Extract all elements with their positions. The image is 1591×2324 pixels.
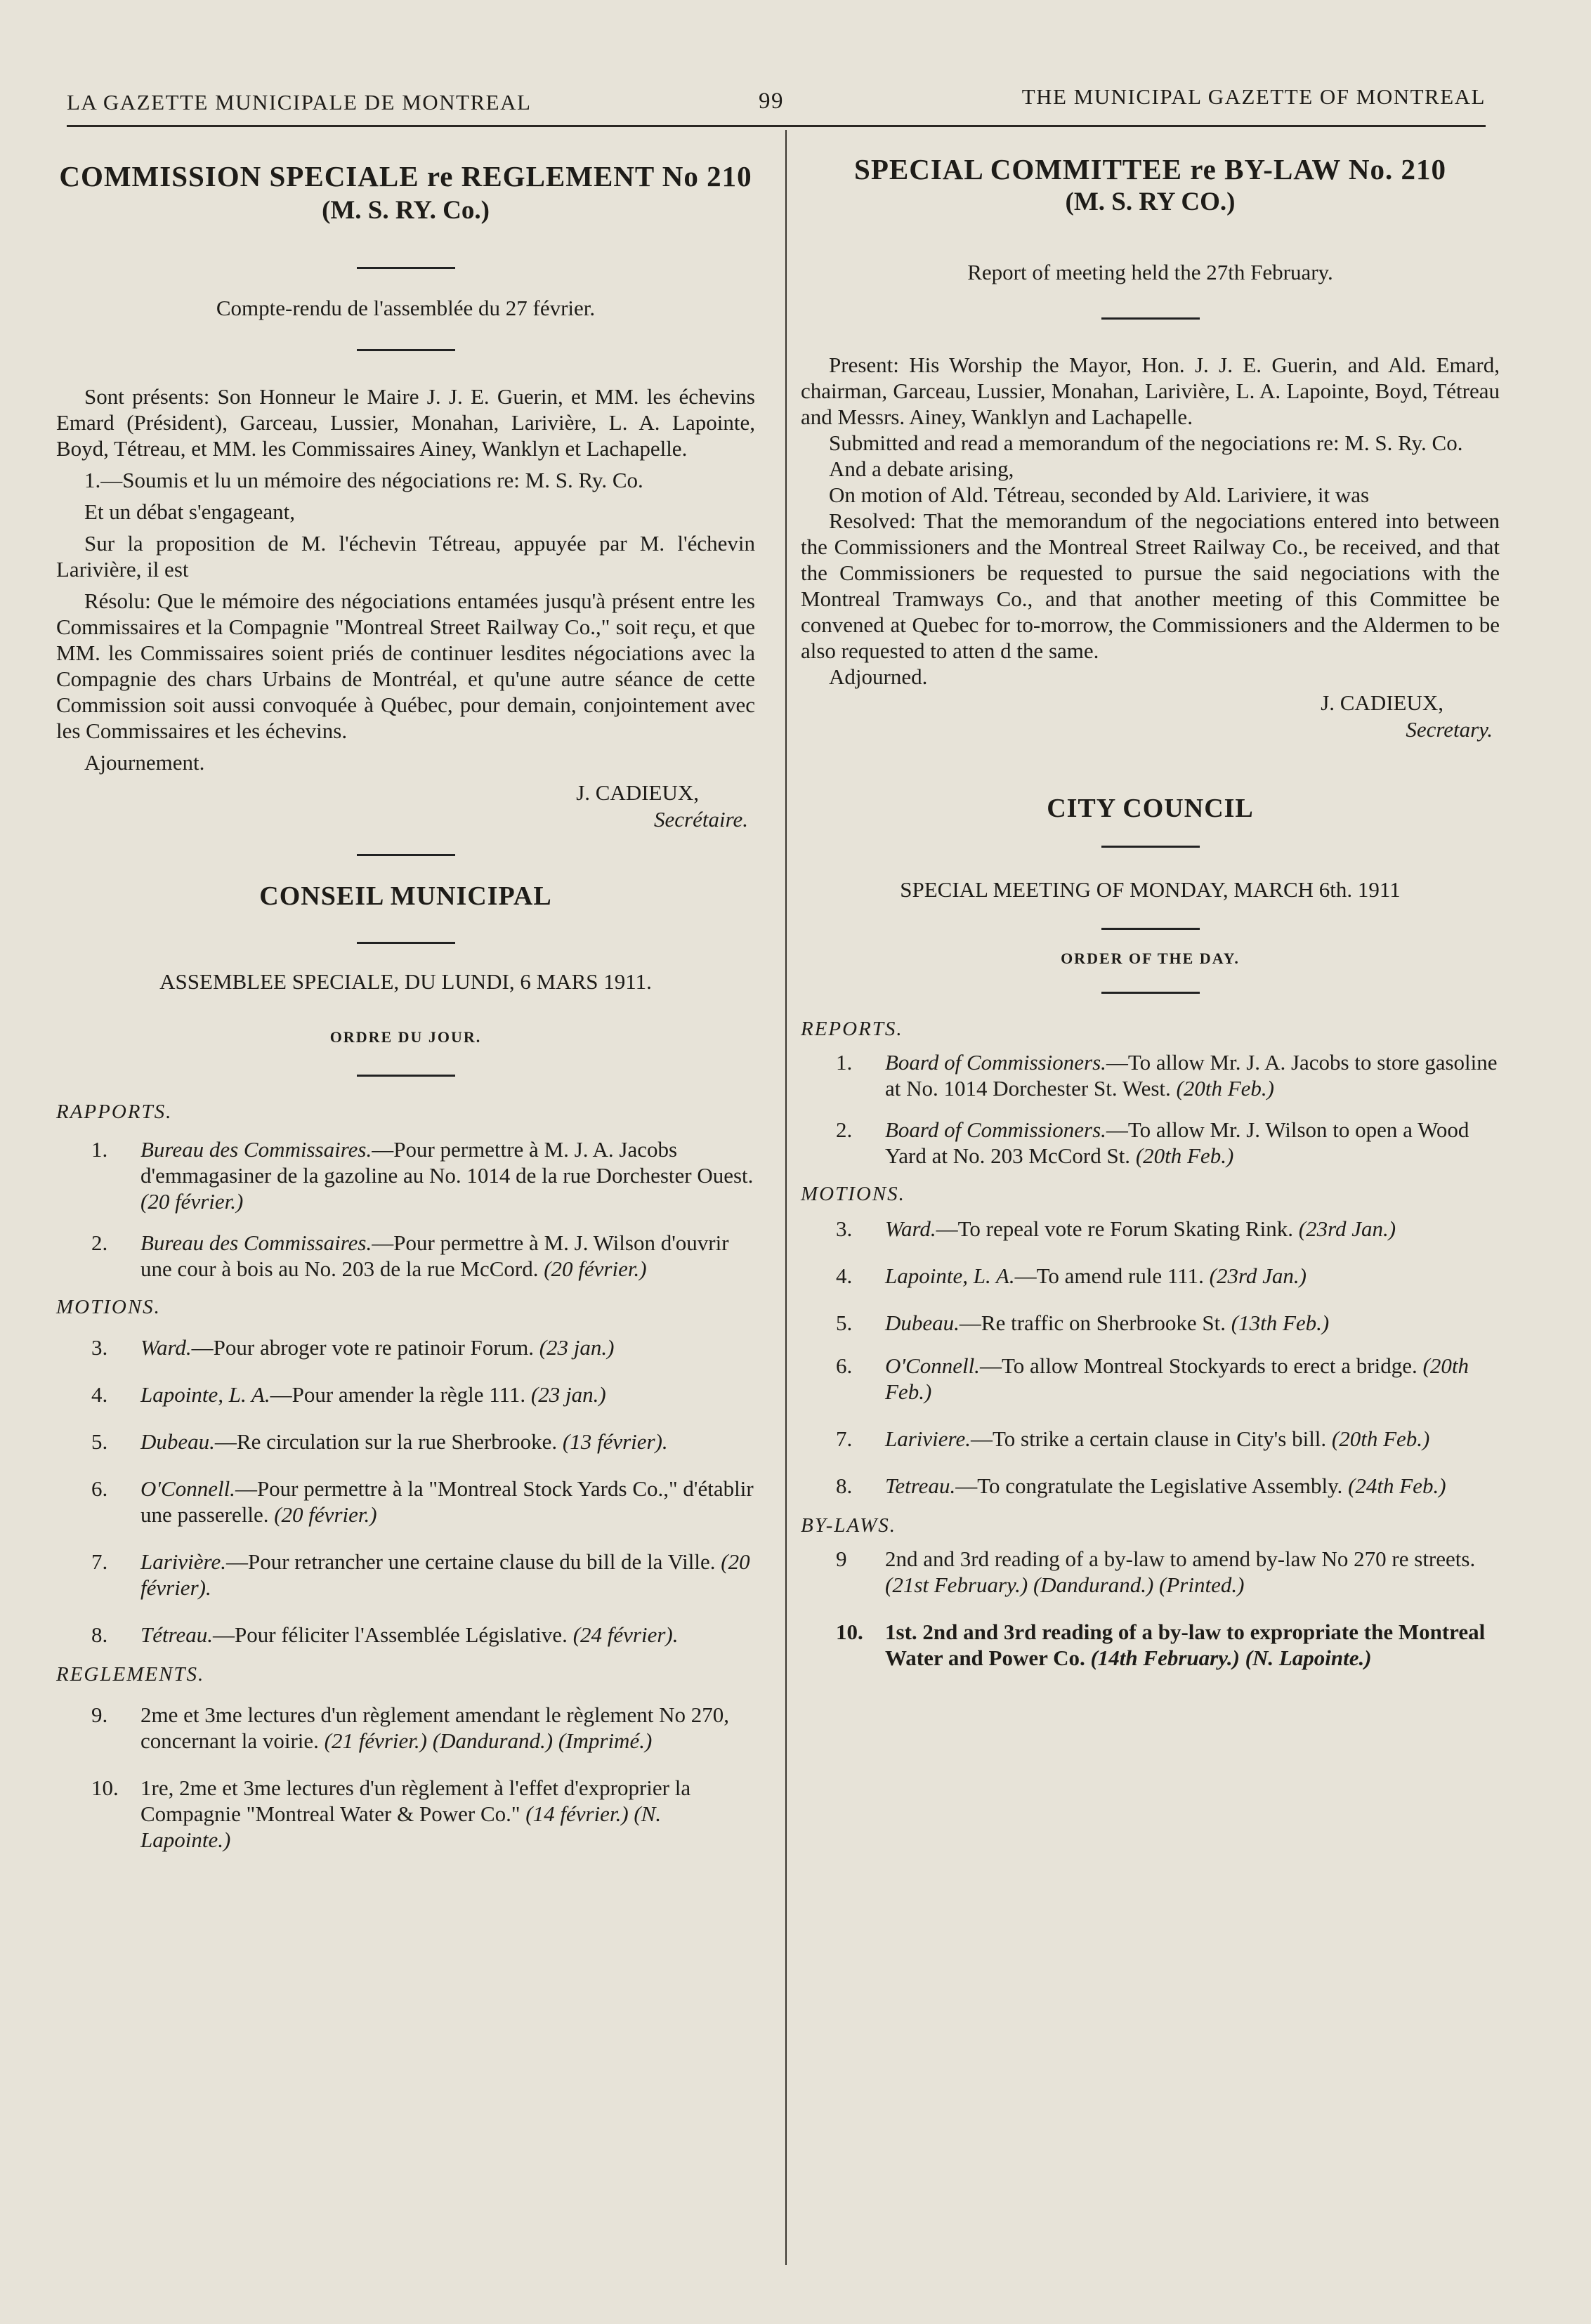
item-date: (20th Feb.): [1331, 1426, 1430, 1451]
item-date: (24th Feb.): [1348, 1473, 1446, 1498]
french-group-heading: REGLEMENTS.: [56, 1663, 205, 1686]
signature-role: Secrétaire.: [654, 807, 748, 832]
header-english-title: THE MUNICIPAL GAZETTE OF MONTREAL: [1021, 84, 1486, 109]
item-text: —Pour permettre à la "Montreal Stock Yards Co.," d'établir une passerelle.: [140, 1476, 754, 1527]
item-text: 1re, 2me et 3me lectures d'un règlement à l'effet d'exproprier la Compagnie "Montreal Water & Power Co.": [140, 1775, 691, 1826]
agenda-item: [801, 1426, 1500, 1452]
item-number: 7.: [91, 1549, 108, 1574]
item-date: (21 février.) (Dandurand.) (Imprimé.): [324, 1728, 653, 1753]
column-divider: [785, 130, 787, 2265]
item-text: —To amend rule 111.: [1014, 1263, 1204, 1288]
item-date: (14 février.) (N. Lapointe.): [140, 1801, 662, 1852]
item-text: —Pour permettre à M. J. A. Jacobs d'emmagasiner de la gazoline au No. 1014 de la rue Dorchester Ouest.: [140, 1137, 754, 1188]
item-text: —Pour retrancher une certaine clause du bill de la Ville.: [225, 1549, 716, 1574]
item-text: —To allow Mr. J. A. Jacobs to store gasoline at No. 1014 Dorchester St. West.: [885, 1050, 1498, 1101]
english-committee-section: [801, 153, 1500, 743]
item-author: Lariviere.: [885, 1426, 971, 1451]
divider-rule: [357, 942, 455, 944]
french-submitted: 1.—Soumis et lu un mémoire des négociations re: M. S. Ry. Co.: [84, 468, 643, 492]
item-text: —Re traffic on Sherbrooke St.: [959, 1311, 1226, 1335]
item-text: —Pour permettre à M. J. Wilson d'ouvrir une cour à bois au No. 203 de la rue McCord.: [140, 1230, 729, 1281]
english-meeting-line: SPECIAL MEETING OF MONDAY, MARCH 6th. 1911: [900, 877, 1401, 902]
agenda-item: [56, 1334, 755, 1360]
item-author: Bureau des Commissaires.: [140, 1137, 372, 1162]
english-resolved: Resolved: That the memorandum of the negociations entered into between the Commissioners and the Montreal Street Railway Co., be received, and that the Commissioners be requested to pursue the said negociations with the Montreal Tramways Co., and that another meeting of this Committee be convened at Quebec for to-morrow, the Commissioners and the Aldermen to be also requested to atten d the same.: [801, 508, 1500, 663]
english-debate: And a debate arising,: [829, 457, 1014, 481]
signature-name: J. CADIEUX,: [1321, 690, 1443, 715]
english-agenda: [801, 1018, 1500, 1671]
item-text: 1st. 2nd and 3rd reading of a by-law to expropriate the Montreal Water and Power Co.: [885, 1620, 1486, 1670]
item-author: O'Connell.: [885, 1353, 980, 1378]
item-date: (20 février).: [140, 1549, 750, 1600]
item-author: Dubeau.: [885, 1311, 960, 1335]
item-number: 6.: [91, 1476, 108, 1501]
item-number: 1.: [836, 1050, 853, 1075]
item-number: 10.: [836, 1620, 863, 1644]
agenda-item: [56, 1381, 755, 1407]
item-author: Bureau des Commissaires.: [140, 1230, 372, 1255]
french-group-heading: RAPPORTS.: [56, 1101, 173, 1123]
agenda-item: [56, 1622, 755, 1648]
item-number: 8.: [836, 1473, 853, 1498]
item-date: (20th Feb.): [1176, 1076, 1274, 1101]
item-number: 2.: [91, 1230, 108, 1255]
item-date: (21st February.) (Dandurand.) (Printed.): [885, 1573, 1245, 1597]
item-text: —To repeal vote re Forum Skating Rink.: [936, 1216, 1294, 1241]
agenda-item: [56, 1230, 755, 1282]
item-author: Ward.: [885, 1216, 936, 1241]
agenda-item: [56, 1549, 755, 1601]
divider-rule: [357, 1075, 455, 1077]
item-text: —Pour féliciter l'Assemblée Législative.: [213, 1622, 568, 1647]
item-text: —Pour abroger vote re patinoir Forum.: [191, 1335, 534, 1360]
item-text: —To allow Mr. J. Wilson to open a Wood Yard at No. 203 McCord St.: [885, 1117, 1469, 1168]
item-text: —Re circulation sur la rue Sherbrooke.: [214, 1429, 558, 1454]
item-date: (20 février.): [544, 1256, 647, 1281]
french-present: Sont présents: Son Honneur le Maire J. J. E. Guerin, et MM. les échevins Emard (Président), Garceau, Lussier, Monahan, Larivière, L. A. Lapointe, Boyd, Tétreau, et MM. les Commissaires Ainey, Wanklyn et Lachapelle.: [56, 384, 755, 461]
item-author: Lapointe, L. A.: [885, 1263, 1015, 1288]
divider-rule: [1101, 992, 1200, 994]
item-author: Board of Commissioners.: [885, 1050, 1106, 1075]
french-resolved: Résolu: Que le mémoire des négociations entamées jusqu'à présent entre les Commissaires et la Compagnie "Montreal Street Railway Co.," soit reçu, et que MM. les Commissaires soient priés de continuer lesdites négociations avec la Compagnie des chars Urbains de Montréal, et qu'une autre séance de cette Commission soit aussi convoquée à Québec, pour demain, conjointement avec les Commissaires et les échevins.: [56, 589, 755, 743]
header-rule: [67, 125, 1486, 127]
french-adjourned: Ajournement.: [84, 750, 205, 775]
french-council-title: CONSEIL MUNICIPAL: [259, 881, 552, 911]
french-committee-subtitle: (M. S. RY. Co.): [322, 196, 490, 225]
item-number: 4.: [836, 1263, 853, 1288]
item-author: Tétreau.: [140, 1622, 214, 1647]
item-author: Tetreau.: [885, 1473, 956, 1498]
english-group-heading: REPORTS.: [801, 1018, 903, 1040]
english-group-heading: MOTIONS.: [801, 1183, 905, 1205]
french-agenda: [56, 1101, 755, 1853]
item-date: (13 février).: [562, 1429, 668, 1454]
agenda-item: [801, 1619, 1500, 1671]
item-number: 6.: [836, 1353, 853, 1378]
english-council-section: [801, 792, 1500, 1671]
english-council-title: CITY COUNCIL: [1047, 794, 1254, 823]
agenda-item: [56, 1136, 755, 1214]
item-author: Larivière.: [140, 1549, 226, 1574]
item-author: Ward.: [140, 1335, 192, 1360]
agenda-item: [801, 1216, 1500, 1242]
french-committee-title: COMMISSION SPECIALE re REGLEMENT No 210: [59, 160, 752, 192]
french-motion: Sur la proposition de M. l'échevin Tétreau, appuyée par M. l'échevin Larivière, il est: [56, 531, 755, 582]
item-date: (14th February.) (N. Lapointe.): [1090, 1646, 1372, 1670]
agenda-item: [801, 1353, 1500, 1405]
item-text: 2me et 3me lectures d'un règlement amendant le règlement No 270, concernant la voirie.: [140, 1702, 729, 1753]
running-header: [67, 83, 1486, 125]
agenda-item: [56, 1702, 755, 1754]
french-meeting-line: ASSEMBLEE SPECIALE, DU LUNDI, 6 MARS 1911.: [159, 969, 652, 994]
item-number: 1.: [91, 1137, 108, 1162]
english-present: Present: His Worship the Mayor, Hon. J. J. E. Guerin, and Ald. Emard, chairman, Garceau, Lussier, Monahan, Larivière, L. A. Lapointe, Boyd, Tétreau and Messrs. Ainey, Wanklyn and Lachapelle.: [801, 353, 1500, 429]
item-text: —To strike a certain clause in City's bill.: [970, 1426, 1327, 1451]
english-committee-subtitle: (M. S. RY CO.): [1065, 188, 1236, 216]
item-number: 5.: [91, 1429, 108, 1454]
item-date: (23 jan.): [539, 1335, 615, 1360]
english-motion: On motion of Ald. Tétreau, seconded by Ald. Lariviere, it was: [829, 482, 1370, 507]
item-date: (20 février.): [274, 1502, 377, 1527]
divider-rule: [1101, 317, 1200, 320]
english-report-line: Report of meeting held the 27th February.: [967, 260, 1333, 284]
english-minutes: [801, 352, 1500, 690]
agenda-item: [56, 1476, 755, 1528]
item-number: 3.: [836, 1216, 853, 1241]
header-french-title: LA GAZETTE MUNICIPALE DE MONTREAL: [67, 90, 532, 114]
item-date: (24 février).: [572, 1622, 679, 1647]
french-order-of-day: ORDRE DU JOUR.: [329, 1028, 482, 1046]
item-date: (13th Feb.): [1231, 1311, 1330, 1335]
english-adjourned: Adjourned.: [829, 664, 928, 689]
item-author: Board of Commissioners.: [885, 1117, 1106, 1142]
french-group-heading: MOTIONS.: [56, 1296, 161, 1318]
item-date: (20th Feb.): [885, 1353, 1469, 1404]
item-date: (20 février.): [140, 1189, 244, 1214]
item-author: Dubeau.: [140, 1429, 215, 1454]
item-text: —To allow Montreal Stockyards to erect a bridge.: [979, 1353, 1418, 1378]
english-submitted: Submitted and read a memorandum of the negociations re: M. S. Ry. Co.: [829, 431, 1463, 455]
english-column: [801, 147, 1500, 1671]
item-number: 2.: [836, 1117, 853, 1142]
french-signature: [56, 780, 755, 833]
item-date: (23rd Jan.): [1298, 1216, 1396, 1241]
item-author: O'Connell.: [140, 1476, 235, 1501]
item-date: (20th Feb.): [1135, 1143, 1234, 1168]
agenda-item: [801, 1049, 1500, 1101]
english-signature: [801, 690, 1500, 743]
signature-name: J. CADIEUX,: [576, 780, 699, 805]
item-text: 2nd and 3rd reading of a by-law to amend by-law No 270 re streets.: [885, 1547, 1476, 1571]
item-number: 3.: [91, 1335, 108, 1360]
item-text: —Pour amender la règle 111.: [270, 1382, 526, 1407]
french-column: [56, 147, 755, 1853]
item-text: —To congratulate the Legislative Assembly.: [955, 1473, 1343, 1498]
english-order-of-day: ORDER OF THE DAY.: [1061, 950, 1240, 967]
item-number: 9: [836, 1547, 847, 1571]
divider-rule: [357, 854, 455, 856]
agenda-item: [801, 1546, 1500, 1598]
signature-role: Secretary.: [1406, 717, 1493, 742]
item-number: 5.: [836, 1311, 853, 1335]
item-number: 4.: [91, 1382, 108, 1407]
item-number: 10.: [91, 1775, 119, 1800]
divider-rule: [357, 349, 455, 351]
french-committee-section: [56, 160, 755, 833]
english-committee-title: SPECIAL COMMITTEE re BY-LAW No. 210: [854, 153, 1446, 185]
agenda-item: [801, 1117, 1500, 1169]
agenda-item: [56, 1775, 755, 1853]
agenda-item: [56, 1429, 755, 1455]
agenda-item: [801, 1263, 1500, 1289]
item-number: 7.: [836, 1426, 853, 1451]
item-number: 9.: [91, 1702, 108, 1727]
item-number: 8.: [91, 1622, 108, 1647]
french-report-line: Compte-rendu de l'assemblée du 27 février.: [216, 296, 596, 320]
page-number: 99: [759, 88, 784, 114]
item-date: (23 jan.): [530, 1382, 606, 1407]
divider-rule: [357, 267, 455, 269]
agenda-item: [801, 1310, 1500, 1336]
divider-rule: [1101, 846, 1200, 848]
item-author: Lapointe, L. A.: [140, 1382, 270, 1407]
item-date: (23rd Jan.): [1209, 1263, 1307, 1288]
french-minutes: [56, 383, 755, 775]
french-debate: Et un débat s'engageant,: [84, 499, 295, 524]
divider-rule: [1101, 928, 1200, 930]
english-group-heading: BY-LAWS.: [801, 1514, 897, 1537]
agenda-item: [801, 1473, 1500, 1499]
french-council-section: [56, 854, 755, 1853]
